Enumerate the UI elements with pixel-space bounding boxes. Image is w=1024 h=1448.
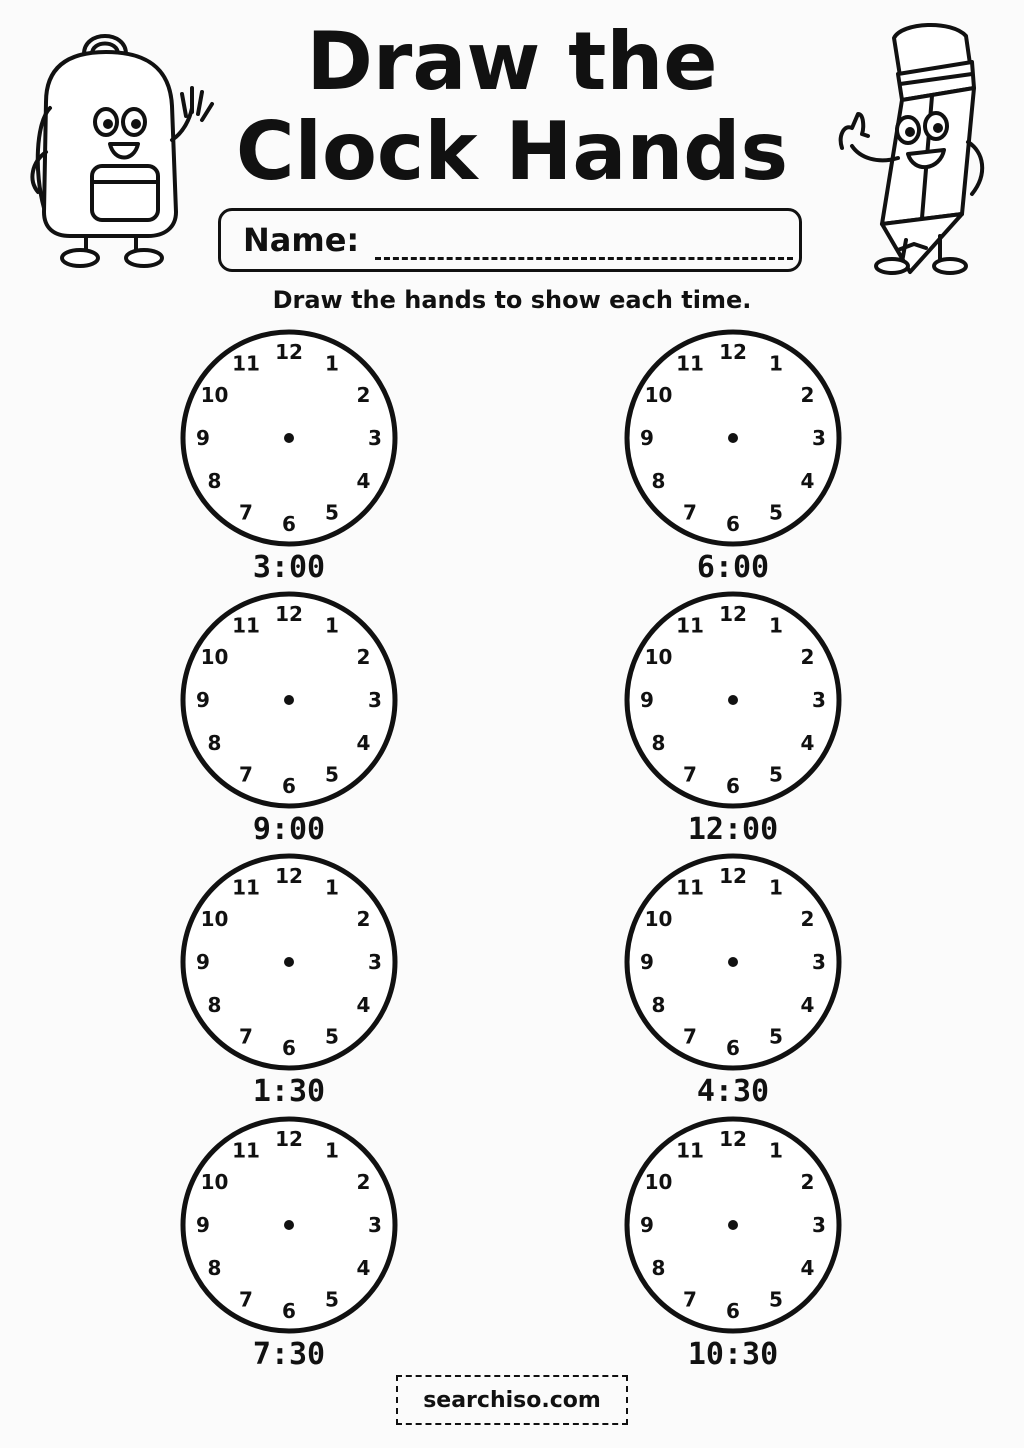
page-title-line-1: Draw the xyxy=(306,15,718,108)
clock-number: 12 xyxy=(275,864,303,888)
clock-face[interactable] xyxy=(179,1115,399,1335)
clock-number: 8 xyxy=(207,1256,222,1280)
clock-number: 10 xyxy=(644,907,673,931)
clock-number: 10 xyxy=(644,645,673,669)
clock-time-label: 12:00 xyxy=(687,812,779,847)
clock-number: 5 xyxy=(769,1287,783,1312)
clock-number: 9 xyxy=(196,950,210,974)
clock-center-dot xyxy=(728,957,738,967)
clock-number: 3 xyxy=(812,688,826,712)
clock-face[interactable] xyxy=(623,1115,843,1335)
clock-number: 4 xyxy=(800,1256,815,1280)
clock-number: 10 xyxy=(200,1170,229,1194)
clock-number: 10 xyxy=(200,383,229,407)
clock-number: 12 xyxy=(275,340,303,364)
clock-number: 8 xyxy=(207,993,222,1017)
clock-number: 6 xyxy=(282,1036,296,1060)
clock-number: 2 xyxy=(356,907,371,931)
clock-center-dot xyxy=(284,957,294,967)
clock-face[interactable] xyxy=(179,590,399,810)
clock-face[interactable] xyxy=(623,328,843,548)
clock-number: 3 xyxy=(812,426,826,450)
clock-number: 12 xyxy=(719,340,747,364)
clock-number: 2 xyxy=(356,645,371,669)
clock-number: 9 xyxy=(640,688,654,712)
clock-number: 11 xyxy=(676,351,704,376)
clock-number: 8 xyxy=(651,993,666,1017)
clock-number: 9 xyxy=(640,950,654,974)
clock-number: 6 xyxy=(726,1299,740,1323)
clock-number: 12 xyxy=(275,1127,303,1151)
clock-center-dot xyxy=(728,695,738,705)
clock-number: 12 xyxy=(719,1127,747,1151)
clock-number: 12 xyxy=(719,864,747,888)
clock-number: 2 xyxy=(800,383,815,407)
name-label: Name: xyxy=(243,221,360,259)
clock-face[interactable] xyxy=(623,590,843,810)
clock-number: 8 xyxy=(207,731,222,755)
clock-center-dot xyxy=(728,1220,738,1230)
page-title-line-2: Clock Hands xyxy=(235,105,789,198)
clock-number: 7 xyxy=(239,1287,253,1312)
clock-number: 11 xyxy=(676,875,704,900)
clock-center-dot xyxy=(284,695,294,705)
clock-number: 6 xyxy=(282,512,296,536)
clock-number: 6 xyxy=(726,512,740,536)
clock-center-dot xyxy=(284,433,294,443)
clock-number: 3 xyxy=(368,426,382,450)
clock-number: 9 xyxy=(196,1213,210,1237)
clock-number: 8 xyxy=(207,469,222,493)
clock-number: 11 xyxy=(232,351,260,376)
clock-face[interactable] xyxy=(179,328,399,548)
clock-number: 5 xyxy=(769,1024,783,1049)
clock-number: 3 xyxy=(368,688,382,712)
clock-number: 11 xyxy=(676,613,704,638)
clock-number: 1 xyxy=(769,1138,783,1163)
clock-number: 9 xyxy=(196,426,210,450)
clock-number: 1 xyxy=(769,351,783,376)
clock-number: 3 xyxy=(368,950,382,974)
clock-number: 5 xyxy=(325,1024,339,1049)
clock-number: 4 xyxy=(356,731,371,755)
clock-number: 4 xyxy=(356,1256,371,1280)
footer-site-label: searchiso.com xyxy=(396,1375,628,1425)
clock-number: 4 xyxy=(356,993,371,1017)
clock-number: 1 xyxy=(769,613,783,638)
clock-number: 10 xyxy=(644,383,673,407)
clock-time-label: 4:30 xyxy=(696,1074,770,1109)
clock-time-label: 3:00 xyxy=(252,550,326,585)
clock-number: 11 xyxy=(232,613,260,638)
clock-number: 8 xyxy=(651,469,666,493)
clock-number: 3 xyxy=(812,950,826,974)
clock-number: 9 xyxy=(640,1213,654,1237)
clock-center-dot xyxy=(284,1220,294,1230)
clock-number: 12 xyxy=(719,602,747,626)
clock-time-label: 10:30 xyxy=(687,1337,779,1372)
clock-number: 2 xyxy=(356,1170,371,1194)
clock-number: 5 xyxy=(325,762,339,787)
clock-number: 3 xyxy=(812,1213,826,1237)
clock-number: 6 xyxy=(282,774,296,798)
clock-number: 10 xyxy=(200,907,229,931)
clock-face[interactable] xyxy=(623,852,843,1072)
clock-number: 5 xyxy=(325,1287,339,1312)
clock-number: 2 xyxy=(800,645,815,669)
clock-number: 1 xyxy=(325,1138,339,1163)
clock-number: 7 xyxy=(239,762,253,787)
clock-number: 10 xyxy=(200,645,229,669)
clock-number: 10 xyxy=(644,1170,673,1194)
clock-number: 4 xyxy=(800,469,815,493)
clock-number: 9 xyxy=(640,426,654,450)
clock-number: 7 xyxy=(683,1287,697,1312)
clock-number: 7 xyxy=(239,500,253,525)
clock-number: 2 xyxy=(800,907,815,931)
clock-number: 8 xyxy=(651,731,666,755)
clock-number: 5 xyxy=(769,762,783,787)
clock-number: 9 xyxy=(196,688,210,712)
clock-number: 5 xyxy=(769,500,783,525)
clock-number: 2 xyxy=(356,383,371,407)
clock-number: 4 xyxy=(356,469,371,493)
clock-number: 11 xyxy=(232,875,260,900)
clock-time-label: 1:30 xyxy=(252,1074,326,1109)
clock-number: 2 xyxy=(800,1170,815,1194)
name-field[interactable] xyxy=(218,208,802,272)
clock-number: 7 xyxy=(239,1024,253,1049)
clock-number: 4 xyxy=(800,731,815,755)
clock-number: 6 xyxy=(726,1036,740,1060)
instructions: Draw the hands to show each time. xyxy=(272,286,752,314)
clock-face[interactable] xyxy=(179,852,399,1072)
clock-number: 7 xyxy=(683,762,697,787)
clock-number: 5 xyxy=(325,500,339,525)
clock-number: 1 xyxy=(325,613,339,638)
clock-number: 6 xyxy=(282,1299,296,1323)
clock-time-label: 7:30 xyxy=(252,1337,326,1372)
clock-number: 11 xyxy=(676,1138,704,1163)
clock-number: 1 xyxy=(769,875,783,900)
clock-number: 1 xyxy=(325,351,339,376)
clock-time-label: 6:00 xyxy=(696,550,770,585)
clock-number: 7 xyxy=(683,1024,697,1049)
clock-number: 12 xyxy=(275,602,303,626)
clock-number: 11 xyxy=(232,1138,260,1163)
clock-center-dot xyxy=(728,433,738,443)
clock-number: 8 xyxy=(651,1256,666,1280)
clock-time-label: 9:00 xyxy=(252,812,326,847)
clock-number: 4 xyxy=(800,993,815,1017)
clock-number: 1 xyxy=(325,875,339,900)
clock-number: 3 xyxy=(368,1213,382,1237)
name-writing-line[interactable] xyxy=(375,229,793,260)
clock-number: 6 xyxy=(726,774,740,798)
clock-number: 7 xyxy=(683,500,697,525)
